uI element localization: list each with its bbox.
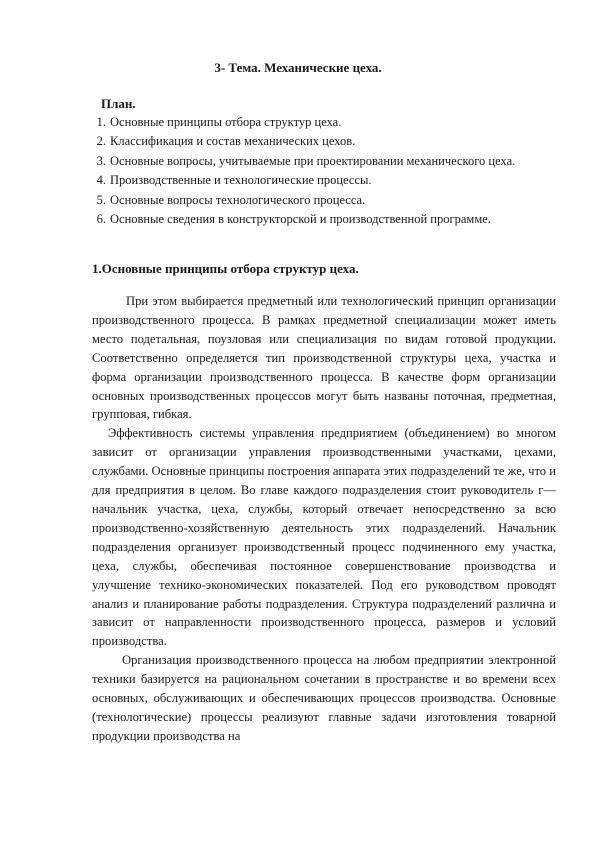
plan-item-number: 6. [96, 212, 106, 227]
plan-heading: План. [101, 96, 136, 111]
plan-item-text: Основные принципы отбора структур цеха. [110, 115, 342, 129]
plan-item [80, 113, 550, 132]
plan-item [80, 171, 550, 190]
plan-item-number: 3. [96, 153, 106, 168]
section-heading: 1.Основные принципы отбора структур цеха. [92, 261, 359, 276]
plan-item-text: Основные вопросы, учитываемые при проектировании механического цеха. [110, 153, 516, 168]
plan-list [80, 113, 550, 229]
plan-item [80, 210, 550, 229]
paragraph: При этом выбирается предметный или технологический принцип организации производственного процесса. В рамках предметной специализации может иметь место подетальная, поузловая или специализация по видам готовой продукции. Соответственно определяется тип производственной структуры цеха, участка и форма организации производственного процесса. В качестве форм организации основных производственных процессов могут быть названы поточная, предметная, групповая, гибкая. [92, 294, 556, 422]
plan-item-number: 4. [96, 173, 106, 188]
plan-item-text: Основные сведения в конструкторской и производственной программе. [110, 212, 491, 227]
plan-item [80, 132, 550, 151]
plan-item-text: Производственные и технологические процессы. [110, 173, 372, 188]
plan-item-number: 2. [96, 134, 106, 149]
paragraph: Эффективность системы управления предприятием (объединением) во многом зависит от организации управления производственными участками, цехами, службами. Основные принципы построения аппарата этих подразделений те же, что и для предприятия в целом. Во главе каждого подразделения стоит руководитель г— начальник участка, цеха, службы, который отвечает непосредственно за всю производственно-хозяйственную деятельность этих подразделений. Начальник подразделения организует производственный процесс подчиненного ему участка, цеха, службы, обеспечивая постоянное совершенствование производства и улучшение технико-экономических показателей. Под его руководством проводят анализ и планирование работы подразделения. Структура подразделений различна и зависит от направленности производственного процесса, размеров и условий производства. [92, 426, 556, 649]
plan-item [80, 152, 550, 171]
plan-item-number: 5. [96, 192, 106, 207]
plan-item [80, 191, 550, 210]
page-title: 3- Тема. Механические цеха. [214, 60, 382, 75]
plan-item-number: 1. [96, 115, 106, 129]
plan-item-text: Основные вопросы технологического процесса. [110, 192, 366, 207]
body-text [92, 292, 556, 746]
plan-item-text: Классификация и состав механических цехов. [110, 134, 356, 149]
paragraph: Организация производственного процесса на любом предприятии электронной техники базируется на рациональном сочетании в пространстве и во времени всех основных, обслуживающих и обеспечивающих процессов производства. Основные (технологические) процессы реализуют главные задачи изготовления товарной продукции производства на [92, 653, 556, 743]
